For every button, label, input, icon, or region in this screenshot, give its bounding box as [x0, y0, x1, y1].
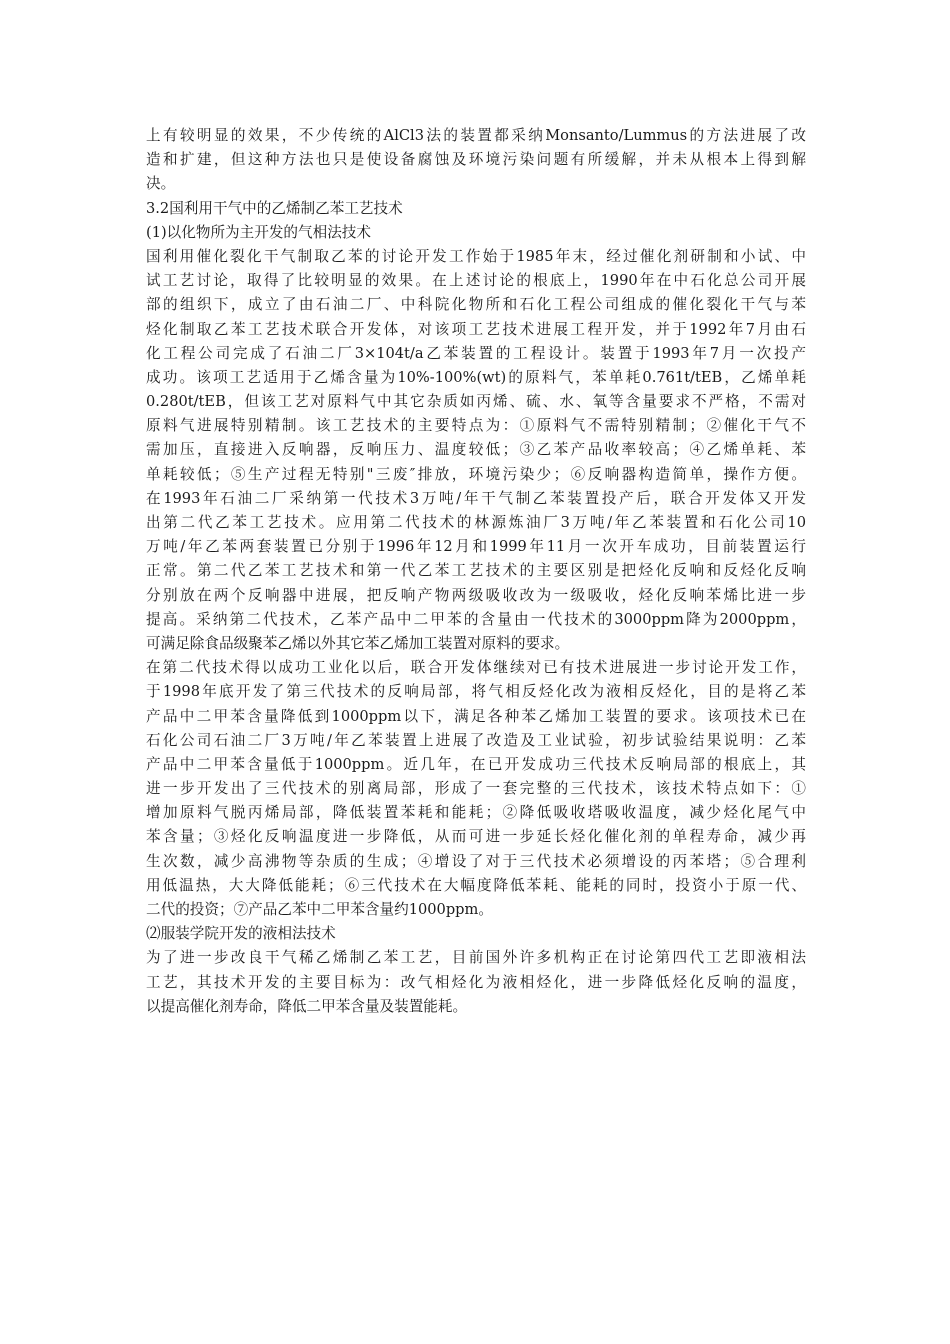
text-line: 产品中二甲苯含量降低到1000ppm以下，满足各种苯乙烯加工装置的要求。该项技术已在: [146, 707, 806, 725]
text-line: 于1998年底开发了第三代技术的反响局部，将气相反烃化改为液相反烃化，目的是将乙苯: [146, 683, 806, 701]
text-line: 成功。该项工艺适用于乙烯含量为10%-100%(wt)的原料气，苯单耗0.761t/tEB，乙烯单耗: [146, 368, 806, 386]
text-line: 苯含量；③烃化反响温度进一步降低，从而可进一步延长烃化催化剂的单程寿命，减少再: [146, 828, 806, 846]
text-line: 原料气进展特别精制。该工艺技术的主要特点为：①原料气不需特别精制；②催化干气不: [146, 417, 806, 435]
text-line: 在第二代技术得以成功工业化以后，联合开发体继续对已有技术进展进一步讨论开发工作，: [146, 659, 806, 677]
text-line: 进一步开发出了三代技术的别离局部，形成了一套完整的三代技术，该技术特点如下：①: [146, 780, 806, 798]
text-line: 决。: [146, 175, 176, 193]
text-line: 万吨/年乙苯两套装置已分别于1996年12月和1999年11月一次开车成功，目前装置运行: [146, 538, 806, 556]
text-line: 增加原料气脱丙烯局部，降低装置苯耗和能耗；②降低吸收塔吸收温度，减少烃化尾气中: [146, 804, 806, 822]
text-line: 用低温热，大大降低能耗；⑥三代技术在大幅度降低苯耗、能耗的同时，投资小于原一代、: [146, 876, 806, 894]
text-line: 国利用催化裂化干气制取乙苯的讨论开发工作始于1985年末，经过催化剂研制和小试、中: [146, 247, 806, 265]
text-line: 为了进一步改良干气稀乙烯制乙苯工艺，目前国外许多机构正在讨论第四代工艺即液相法: [146, 949, 806, 967]
text-line: (1)以化物所为主开发的气相法技术: [146, 223, 371, 241]
text-line: 工艺，其技术开发的主要目标为：改气相烃化为液相烃化，进一步降低烃化反响的温度，: [146, 973, 806, 991]
text-line: 石化公司石油二厂3万吨/年乙苯装置上进展了改造及工业试验，初步试验结果说明：乙苯: [146, 731, 806, 749]
document-page: [146, 124, 806, 1019]
text-line: 可满足除食品级聚苯乙烯以外其它苯乙烯加工装置对原料的要求。: [146, 634, 570, 652]
text-line: 3.2国利用干气中的乙烯制乙苯工艺技术: [146, 199, 403, 217]
text-line: ⑵服装学院开发的液相法技术: [146, 925, 336, 943]
text-line: 0.280t/tEB，但该工艺对原料气中其它杂质如丙烯、硫、水、氧等含量要求不严格，不需对: [146, 393, 806, 411]
text-line: 试工艺讨论，取得了比较明显的效果。在上述讨论的根底上，1990年在中石化总公司开展: [146, 272, 806, 290]
text-line: 在1993年石油二厂采纳第一代技术3万吨/年干气制乙苯装置投产后，联合开发体又开发: [146, 489, 806, 507]
text-line: 二代的投资；⑦产品乙苯中二甲苯含量约1000ppm。: [146, 901, 493, 918]
text-line: 分别放在两个反响器中进展，把反响产物两级吸收改为一级吸收，烃化反响苯烯比进一步: [146, 586, 806, 604]
text-line: 需加压，直接进入反响器，反响压力、温度较低；③乙苯产品收率较高；④乙烯单耗、苯: [146, 441, 806, 459]
text-line: 上有较明显的效果，不少传统的AlCl3法的装置都采纳Monsanto/Lummus的方法进展了改: [146, 127, 806, 144]
text-line: 部的组织下，成立了由石油二厂、中科院化物所和石化工程公司组成的催化裂化干气与苯: [146, 296, 806, 314]
text-line: 出第二代乙苯工艺技术。应用第二代技术的林源炼油厂3万吨/年乙苯装置和石化公司10: [146, 514, 806, 531]
text-line: 化工程公司完成了石油二厂3×104t/a乙苯装置的工程设计。装置于1993年7月一次投产: [146, 344, 806, 362]
text-line: 造和扩建，但这种方法也只是使设备腐蚀及环境污染问题有所缓解，并未从根本上得到解: [146, 151, 806, 169]
text-line: 烃化制取乙苯工艺技术联合开发体，对该项工艺技术进展工程开发，并于1992年7月由石: [146, 320, 806, 338]
text-line: 提高。采纳第二代技术，乙苯产品中二甲苯的含量由一代技术的3000ppm降为2000ppm，: [146, 610, 806, 628]
text-line: 以提高催化剂寿命，降低二甲苯含量及装置能耗。: [146, 997, 468, 1015]
text-line: 产品中二甲苯含量低于1000ppm。近几年，在已开发成功三代技术反响局部的根底上，其: [146, 755, 806, 773]
text-line: 单耗较低；⑤生产过程无特别"三废″排放，环境污染少；⑥反响器构造简单，操作方便。: [146, 465, 806, 483]
text-line: 正常。第二代乙苯工艺技术和第一代乙苯工艺技术的主要区别是把烃化反响和反烃化反响: [146, 562, 806, 580]
text-line: 生次数，减少高沸物等杂质的生成；④增设了对于三代技术必须增设的丙苯塔；⑤合理利: [146, 852, 806, 870]
